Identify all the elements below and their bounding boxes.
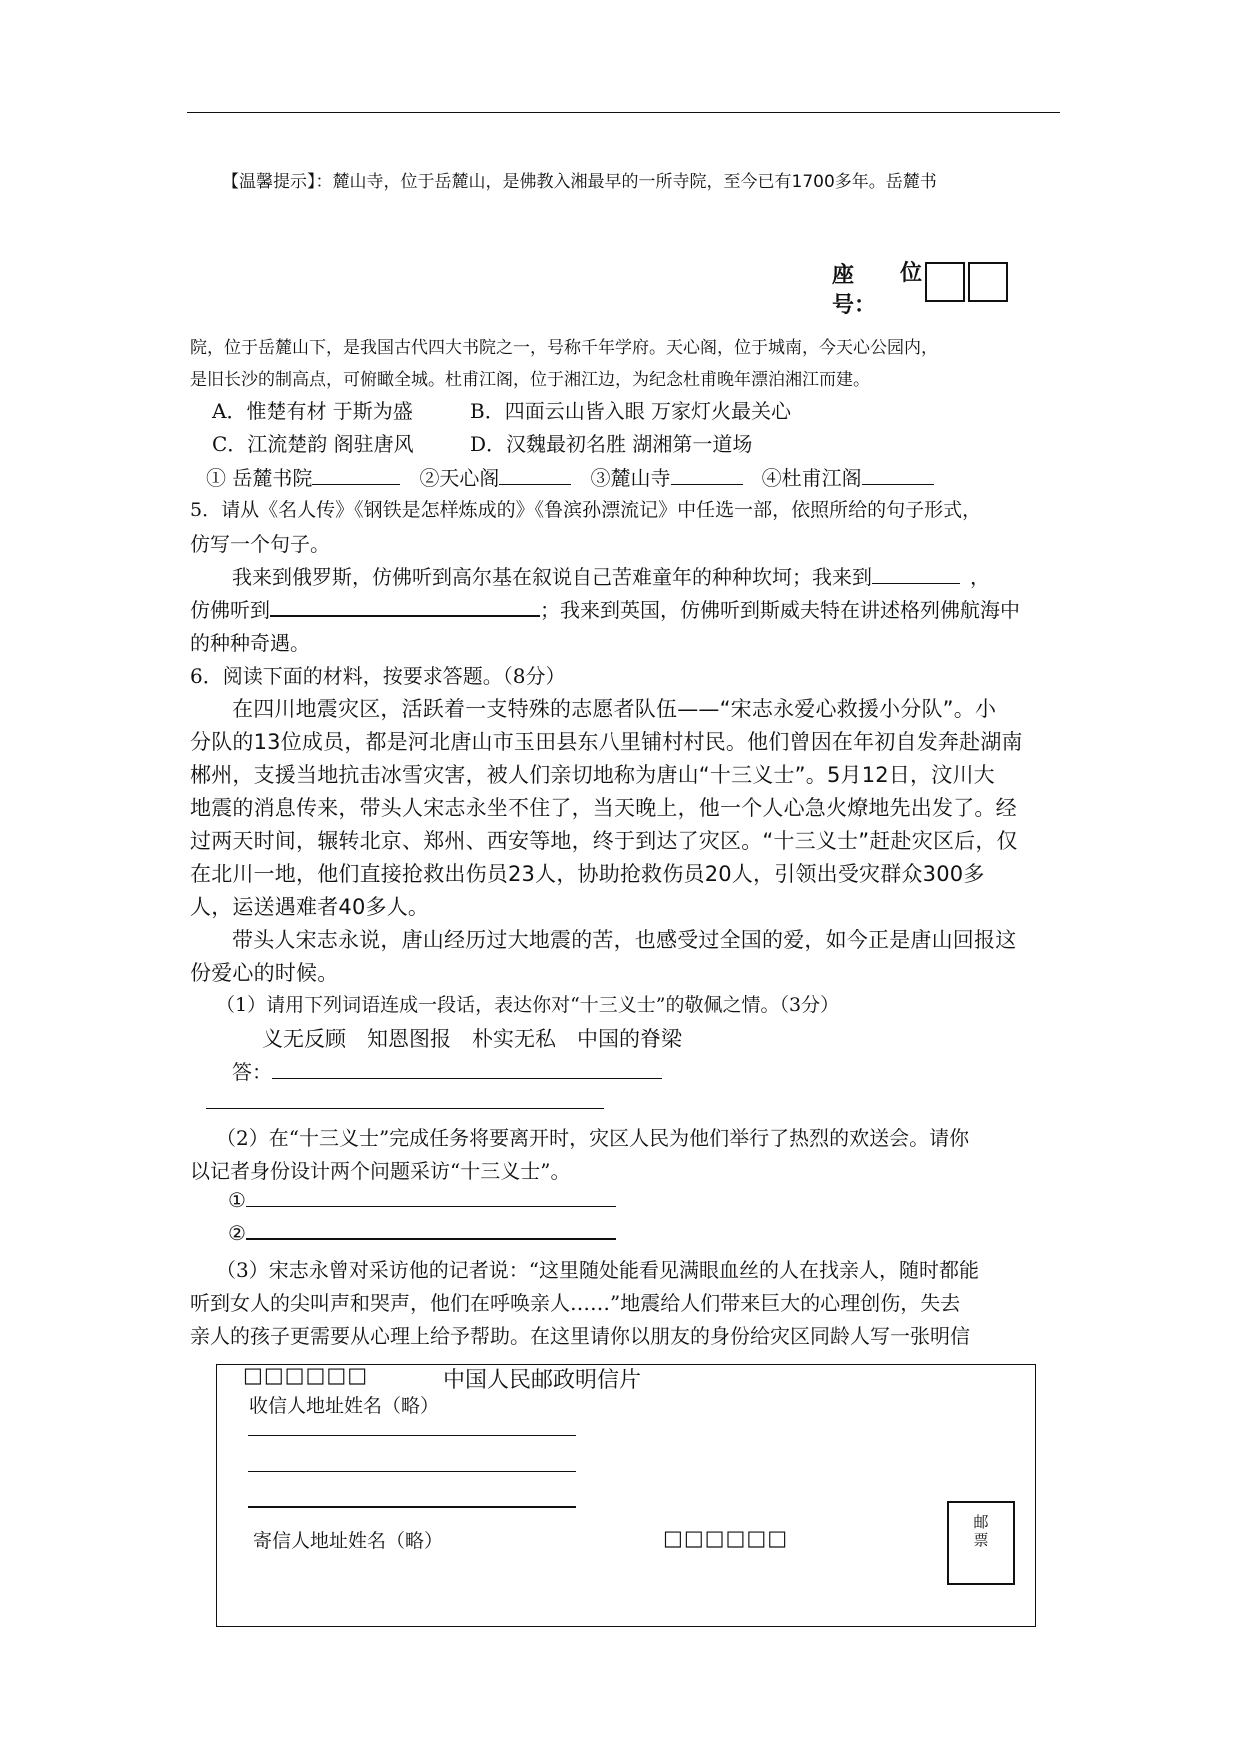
recipient-label: 收信人地址姓名（略） [249,1395,440,1417]
q5-line-4-text: ；我来到英国，仿佛听到斯威夫特在讲述格列佛航海中 [540,598,1020,622]
header-rule [187,112,1060,113]
recipient-line-3[interactable] [248,1506,576,1508]
q5-line-4-lead: 仿佛听到 [190,598,270,622]
q5-blank-place[interactable] [872,583,960,584]
q6-p2-line-2: 份爱心的时候。 [190,961,339,985]
recipient-line-2[interactable] [248,1471,576,1472]
tip-text: ：麓山寺，位于岳麓山，是佛教入湘最早的一所寺院，至今已有1700多年。岳麓书 [315,172,937,192]
q6-p1-line-4: 地震的消息传来，带头人宋志永坐不住了，当天晚上，他一个人心急火燎地先出发了。经 [190,796,1017,820]
q6-p1-line-3: 郴州，支援当地抗击冰雪灾害，被人们亲切地称为唐山“十三义士”。5月12日，汶川大 [190,763,995,787]
q6-p1-line-5: 过两天时间，辗转北京、郑州、西安等地，终于到达了灾区。“十三义士”赶赴灾区后，仅 [190,829,1018,853]
q6-words: 义无反顾 知恩图报 朴实无私 中国的脊梁 [262,1027,682,1051]
q5-line-4 [190,594,1020,623]
option-d: D．汉魏最初名胜 湖湘第一道场 [470,432,753,456]
match-label-2: ②天心阁 [419,466,500,490]
option-b: B．四面云山皆入眼 万家灯火最关心 [470,399,792,423]
q6-sub3-line-2: 听到女人的尖叫声和哭声，他们在呼唤亲人……”地震给人们带来巨大的心理创伤，失去 [190,1291,961,1315]
q6-sub3-line-1: （3）宋志永曾对采访他的记者说：“这里随处能看见满眼血丝的人在找亲人，随时都能 [216,1258,979,1282]
q6-answer-row [232,1056,662,1085]
question-mark-2: ② [228,1221,246,1245]
q6-question-row-1 [228,1188,616,1212]
answer-blank-2[interactable] [206,1108,604,1109]
q5-line-3-text: 我来到俄罗斯，仿佛听到高尔基在叙说自己苦难童年的种种坎坷；我来到 [232,565,872,589]
seat-box-1[interactable] [925,262,965,302]
match-label-3: ③麓山寺 [590,466,671,490]
q6-p1-line-6: 在北川一地，他们直接抢救出伤员23人，协助抢救伤员20人，引领出受灾群众300多 [190,862,985,886]
q6-p1-line-7: 人，运送遇难者40多人。 [190,895,430,919]
tip-line-2: 院，位于岳麓山下，是我国古代四大书院之一，号称千年学府。天心阁，位于城南，今天心公园内， [190,338,938,358]
q5-line-5: 的种种奇遇。 [190,631,310,655]
match-blank-2[interactable] [499,484,571,485]
match-blank-4[interactable] [862,484,934,485]
q5-line-3 [232,561,990,590]
option-c: C．江流楚韵 阁驻唐风 [212,432,414,456]
question-blank-1[interactable] [246,1206,616,1207]
postcard [216,1364,1036,1627]
zip-code-top: □□□□□□ [243,1363,369,1387]
seat-char-2: 位 [900,261,923,286]
answer-label: 答： [232,1060,272,1084]
sender-label: 寄信人地址姓名（略） [253,1530,444,1552]
q6-title: 6．阅读下面的材料，按要求答题。（8分） [190,664,566,688]
matching-row [206,462,934,491]
q6-question-row-2 [228,1221,616,1245]
q5-line-3-comma: ， [970,565,990,589]
q6-p1-line-2: 分队的13位成员，都是河北唐山市玉田县东八里铺村村民。他们曾因在年初自发奔赴湖南 [190,730,1023,754]
q6-sub2-line-1: （2）在“十三义士”完成任务将要离开时，灾区人民为他们举行了热烈的欢送会。请你 [216,1126,970,1150]
q6-sub1: （1）请用下列词语连成一段话，表达你对“十三义士”的敬佩之情。（3分） [216,994,840,1016]
seat-char-3: 号： [832,293,877,318]
stamp-box[interactable]: 邮 票 [947,1501,1015,1585]
q5-line-2: 仿写一个句子。 [190,532,330,556]
q6-sub2-line-2: 以记者身份设计两个问题采访“十三义士”。 [190,1159,571,1183]
q5-blank-heard[interactable] [270,615,540,617]
q6-p2-line-1: 带头人宋志永说，唐山经历过大地震的苦，也感受过全国的爱，如今正是唐山回报这 [232,928,1017,952]
match-blank-1[interactable] [312,484,400,485]
match-label-1: ① 岳麓书院 [206,466,313,490]
q6-sub3-line-3: 亲人的孩子更需要从心理上给予帮助。在这里请你以朋友的身份给灾区同龄人写一张明信 [190,1324,970,1348]
q6-p1-line-1: 在四川地震灾区，活跃着一支特殊的志愿者队伍——“宋志永爱心救援小分队”。小 [232,697,997,721]
q5-line-1: 5．请从《名人传》《钢铁是怎样炼成的》《鲁滨孙漂流记》中任选一部，依照所给的句子形式， [190,499,982,521]
answer-blank-1[interactable] [272,1078,662,1079]
match-blank-3[interactable] [671,484,743,485]
option-a: A．惟楚有材 于斯为盛 [212,399,413,423]
seat-box-2[interactable] [968,262,1008,302]
postcard-title: 中国人民邮政明信片 [443,1368,642,1393]
recipient-line-1[interactable] [248,1435,576,1436]
tip-line-1 [222,167,937,192]
tip-label: 【温馨提示】 [222,172,316,192]
match-label-4: ④杜甫江阁 [761,466,862,490]
tip-line-3: 是旧长沙的制高点，可俯瞰全城。杜甫江阁，位于湘江边，为纪念杜甫晚年漂泊湘江而建。 [190,370,870,390]
question-blank-2[interactable] [246,1238,616,1240]
seat-char-1: 座 [832,263,855,288]
question-mark-1: ① [228,1188,246,1212]
zip-code-bottom: □□□□□□ [663,1526,789,1550]
